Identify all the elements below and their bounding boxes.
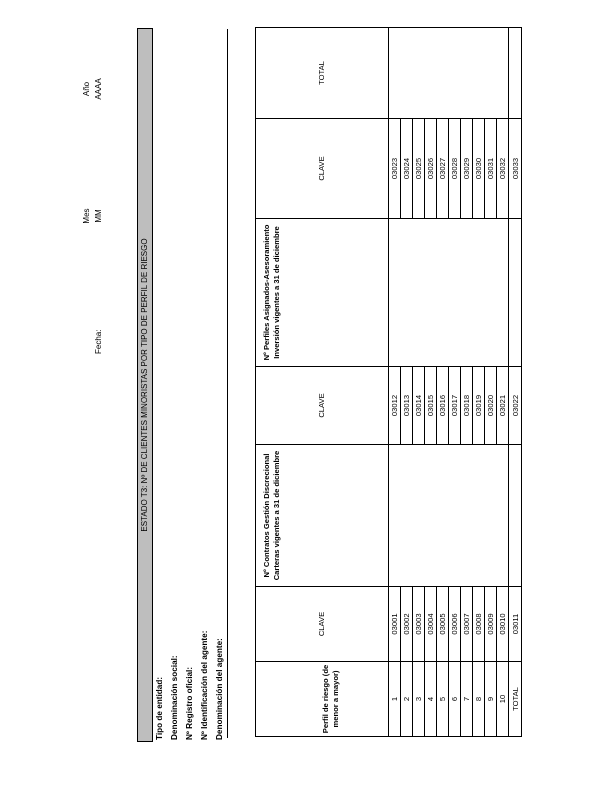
anio-value: AAAA (94, 78, 103, 100)
clave-cell: 03006 (449, 587, 461, 662)
clave-cell: 03017 (449, 367, 461, 445)
clave-cell: 03007 (461, 587, 473, 662)
table-row (473, 28, 485, 737)
contratos-input-cell[interactable] (413, 445, 425, 587)
contratos-input-cell[interactable] (497, 445, 509, 587)
perfil-cell: 9 (485, 662, 497, 737)
clave-cell: 03013 (401, 367, 413, 445)
field-identificacion-agente: Nº Identificación del agente: (200, 630, 209, 740)
clave-cell: 03014 (413, 367, 425, 445)
table-header-row (256, 28, 389, 737)
perfiles-input-cell[interactable] (401, 219, 413, 367)
total-input-cell[interactable] (461, 28, 473, 119)
header-perfiles: Nº Perfiles Asignados-Asesoramiento Inversión vigentes a 31 de diciembre (256, 219, 389, 367)
total-clave-3: 03033 (509, 119, 522, 219)
total-input-cell[interactable] (449, 28, 461, 119)
total-input-cell[interactable] (389, 28, 401, 119)
total-input-cell[interactable] (425, 28, 437, 119)
clave-cell: 03009 (485, 587, 497, 662)
header-contratos: Nº Contratos Gestión Discrecional Carteras vigentes a 31 de diciembre (256, 445, 389, 587)
contratos-input-cell[interactable] (449, 445, 461, 587)
clave-cell: 03008 (473, 587, 485, 662)
perfil-cell: 7 (461, 662, 473, 737)
clave-cell: 03025 (413, 119, 425, 219)
table-row (485, 28, 497, 737)
header-clave-3: CLAVE (256, 119, 389, 219)
total-input-cell[interactable] (485, 28, 497, 119)
table-row (401, 28, 413, 737)
table-row (389, 28, 401, 737)
clave-cell: 03018 (461, 367, 473, 445)
clave-cell: 03019 (473, 367, 485, 445)
perfiles-input-cell[interactable] (437, 219, 449, 367)
perfil-cell: 2 (401, 662, 413, 737)
perfiles-input-cell[interactable] (389, 219, 401, 367)
contratos-input-cell[interactable] (473, 445, 485, 587)
table-row (437, 28, 449, 737)
perfil-cell: 10 (497, 662, 509, 737)
clave-cell: 03026 (425, 119, 437, 219)
total-label: TOTAL (509, 662, 522, 737)
perfil-cell: 5 (437, 662, 449, 737)
total-perfiles-cell[interactable] (509, 219, 522, 367)
clave-cell: 03020 (485, 367, 497, 445)
perfil-cell: 3 (413, 662, 425, 737)
field-denominacion-agente: Denominación del agente: (215, 638, 224, 740)
clave-cell: 03015 (425, 367, 437, 445)
table-row (413, 28, 425, 737)
clave-cell: 03021 (497, 367, 509, 445)
mes-label: Mes (82, 208, 91, 224)
form-title: ESTADO T3: Nº DE CLIENTES MINORISTAS POR TIPO DE PERFIL DE RIESGO (137, 28, 153, 742)
clave-cell: 03023 (389, 119, 401, 219)
perfiles-input-cell[interactable] (449, 219, 461, 367)
clave-cell: 03027 (437, 119, 449, 219)
header-perfil: Perfil de riesgo (de menor a mayor) (256, 662, 389, 737)
mes-value: MM (94, 209, 103, 223)
clave-cell: 03004 (425, 587, 437, 662)
perfiles-input-cell[interactable] (497, 219, 509, 367)
contratos-input-cell[interactable] (437, 445, 449, 587)
total-input-cell[interactable] (437, 28, 449, 119)
divider (227, 29, 228, 738)
perfil-cell: 1 (389, 662, 401, 737)
table-row (461, 28, 473, 737)
contratos-input-cell[interactable] (401, 445, 413, 587)
perfiles-input-cell[interactable] (413, 219, 425, 367)
clave-cell: 03029 (461, 119, 473, 219)
total-clave-1: 03011 (509, 587, 522, 662)
clave-cell: 03016 (437, 367, 449, 445)
perfil-cell: 8 (473, 662, 485, 737)
anio-label: Año (82, 81, 91, 97)
contratos-input-cell[interactable] (425, 445, 437, 587)
total-input-cell[interactable] (401, 28, 413, 119)
field-registro-oficial: Nº Registro oficial: (185, 666, 194, 740)
total-clave-2: 03022 (509, 367, 522, 445)
field-tipo-entidad: Tipo de entidad: (155, 676, 164, 740)
total-total-cell[interactable] (509, 28, 522, 119)
perfiles-input-cell[interactable] (485, 219, 497, 367)
clave-cell: 03003 (413, 587, 425, 662)
perfiles-input-cell[interactable] (425, 219, 437, 367)
perfil-cell: 4 (425, 662, 437, 737)
perfiles-input-cell[interactable] (473, 219, 485, 367)
table-total-row (509, 28, 522, 737)
clave-cell: 03032 (497, 119, 509, 219)
total-input-cell[interactable] (473, 28, 485, 119)
clave-cell: 03012 (389, 367, 401, 445)
header-total: TOTAL (256, 28, 389, 119)
table-row (449, 28, 461, 737)
clave-cell: 03024 (401, 119, 413, 219)
clave-cell: 03030 (473, 119, 485, 219)
table-row (425, 28, 437, 737)
header-clave-2: CLAVE (256, 367, 389, 445)
contratos-input-cell[interactable] (461, 445, 473, 587)
total-input-cell[interactable] (497, 28, 509, 119)
clave-cell: 03031 (485, 119, 497, 219)
fecha-label: Fecha: (94, 329, 103, 354)
field-denominacion-social: Denominación social: (170, 655, 179, 740)
perfiles-input-cell[interactable] (461, 219, 473, 367)
clave-cell: 03001 (389, 587, 401, 662)
contratos-input-cell[interactable] (485, 445, 497, 587)
clave-cell: 03028 (449, 119, 461, 219)
total-contratos-cell[interactable] (509, 445, 522, 587)
total-input-cell[interactable] (413, 28, 425, 119)
clave-cell: 03005 (437, 587, 449, 662)
risk-profile-table (255, 27, 522, 737)
perfil-cell: 6 (449, 662, 461, 737)
clave-cell: 03010 (497, 587, 509, 662)
contratos-input-cell[interactable] (389, 445, 401, 587)
clave-cell: 03002 (401, 587, 413, 662)
header-clave-1: CLAVE (256, 587, 389, 662)
table-row (497, 28, 509, 737)
